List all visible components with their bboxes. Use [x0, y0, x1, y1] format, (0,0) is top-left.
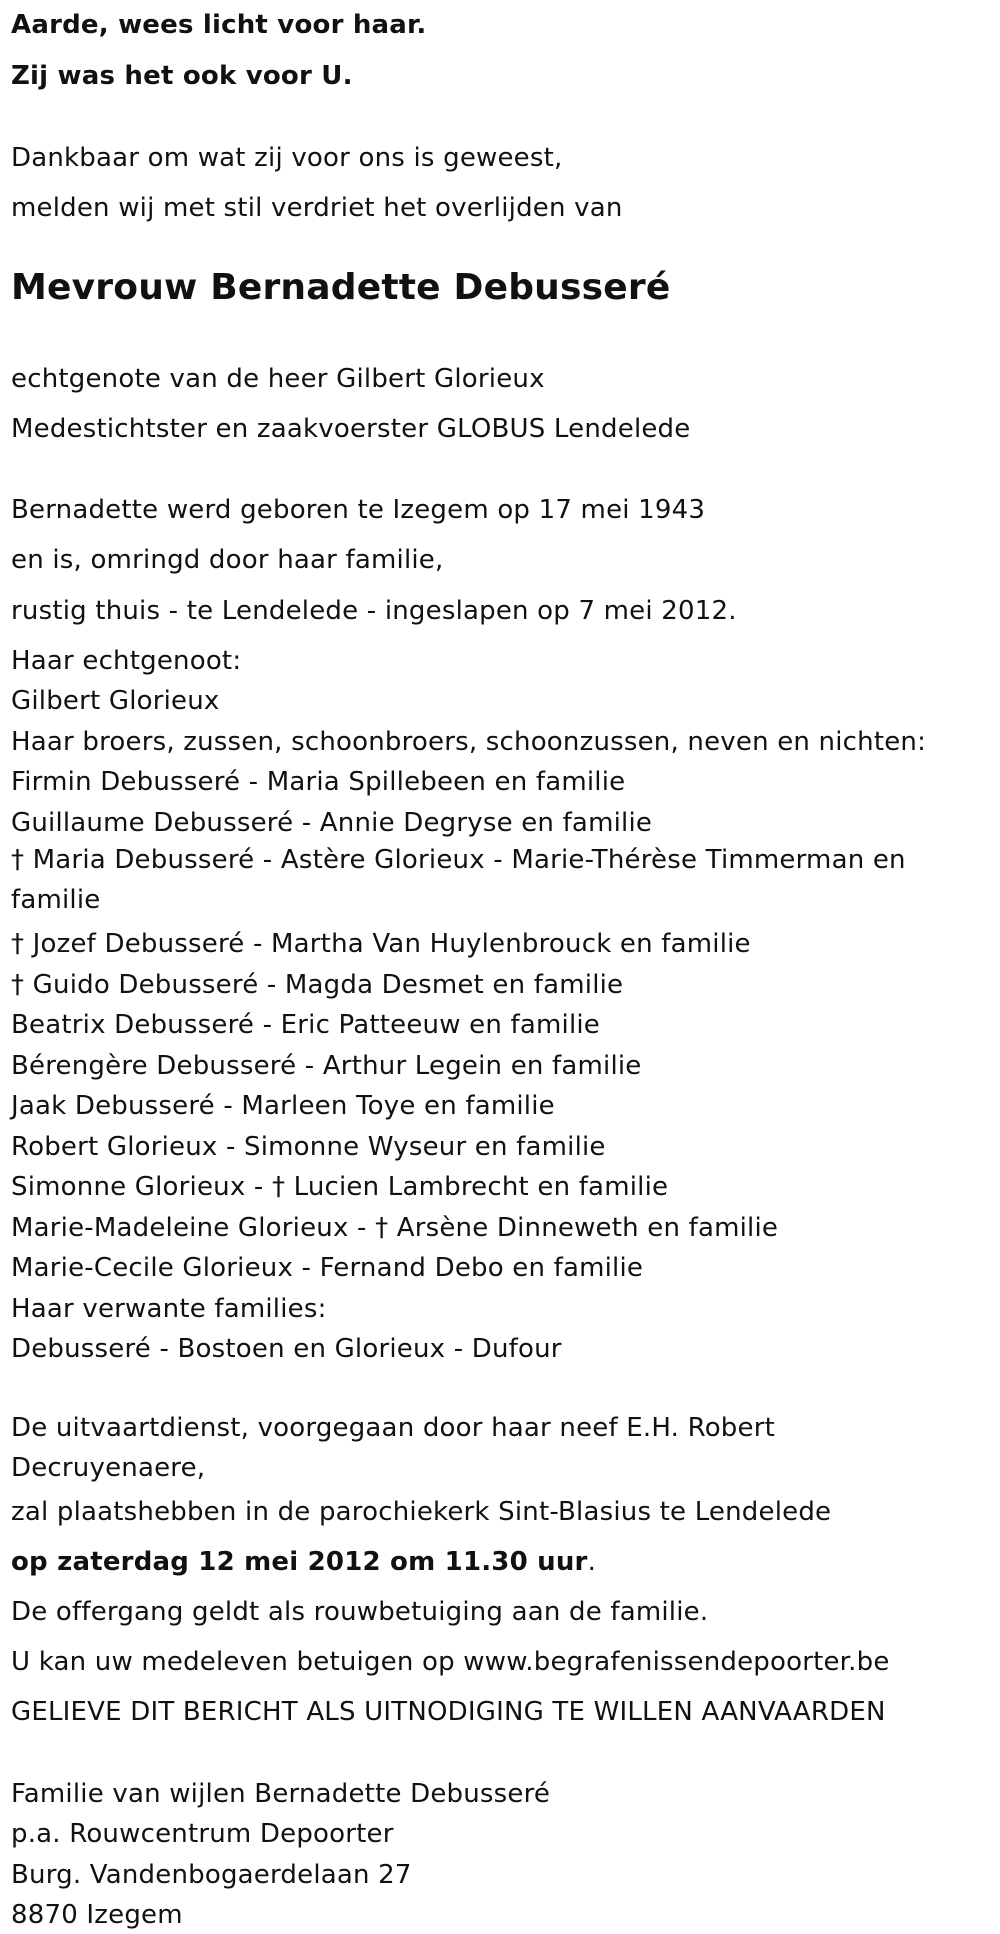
offering-line: De offergang geldt als rouwbetuiging aan de familie. [11, 1597, 709, 1627]
motto-line-2: Zij was het ook voor U. [11, 61, 353, 91]
service-line-1: De uitvaartdienst, voorgegaan door haar neef E.H. Robert Decruyenaere, [11, 1413, 775, 1483]
service-date-line [11, 1549, 596, 1575]
birth-line-3: rustig thuis - te Lendelede - ingeslapen op 7 mei 2012. [11, 596, 737, 626]
service-line-2: zal plaatshebben in de parochiekerk Sint-Blasius te Lendelede [11, 1497, 832, 1527]
invitation-line: GELIEVE DIT BERICHT ALS UITNODIGING TE WILLEN AANVAARDEN [11, 1697, 886, 1727]
birth-line-1: Bernadette werd geboren te Izegem op 17 mei 1943 [11, 495, 706, 525]
sibling-item: Marie-Cecile Glorieux - Fernand Debo en familie [11, 1253, 644, 1283]
sibling-item: Bérengère Debusseré - Arthur Legein en familie [11, 1051, 642, 1081]
birth-line-2: en is, omringd door haar familie, [11, 545, 444, 575]
intro-line-2: melden wij met stil verdriet het overlijden van [11, 193, 623, 223]
deceased-name: Mevrouw Bernadette Debusseré [11, 267, 671, 308]
sibling-item: † Jozef Debusseré - Martha Van Huylenbrouck en familie [11, 929, 751, 959]
business-line: Medestichtster en zaakvoerster GLOBUS Lendelede [11, 414, 691, 444]
condolence-line: U kan uw medeleven betuigen op www.begrafenissendepoorter.be [11, 1647, 890, 1677]
address-line-2: p.a. Rouwcentrum Depoorter [11, 1819, 394, 1849]
motto-line-1: Aarde, wees licht voor haar. [11, 10, 427, 40]
sibling-item: † Guido Debusseré - Magda Desmet en familie [11, 970, 624, 1000]
intro-line-1: Dankbaar om wat zij voor ons is geweest, [11, 143, 563, 173]
sibling-item: Marie-Madeleine Glorieux - † Arsène Dinneweth en familie [11, 1213, 779, 1243]
spouse-name: Gilbert Glorieux [11, 686, 220, 716]
sibling-item: Firmin Debusseré - Maria Spillebeen en familie [11, 767, 626, 797]
sibling-item: Jaak Debusseré - Marleen Toye en familie [11, 1091, 555, 1121]
service-date: op zaterdag 12 mei 2012 om 11.30 uur [11, 1547, 588, 1577]
related-heading: Haar verwante families: [11, 1294, 327, 1324]
sibling-item: Robert Glorieux - Simonne Wyseur en familie [11, 1132, 606, 1162]
spouse-heading: Haar echtgenoot: [11, 646, 242, 676]
spouse-line: echtgenote van de heer Gilbert Glorieux [11, 364, 545, 394]
service-date-suffix: . [587, 1547, 597, 1577]
address-line-3: Burg. Vandenbogaerdelaan 27 [11, 1860, 412, 1890]
address-line-4: 8870 Izegem [11, 1900, 183, 1930]
related-families: Debusseré - Bostoen en Glorieux - Dufour [11, 1334, 562, 1364]
sibling-item: † Maria Debusseré - Astère Glorieux - Marie-Thérèse Timmerman en familie [11, 845, 906, 915]
siblings-heading: Haar broers, zussen, schoonbroers, schoonzussen, neven en nichten: [11, 727, 927, 757]
sibling-item: Simonne Glorieux - † Lucien Lambrecht en familie [11, 1172, 669, 1202]
sibling-item: Beatrix Debusseré - Eric Patteeuw en familie [11, 1010, 600, 1040]
address-line-1: Familie van wijlen Bernadette Debusseré [11, 1779, 551, 1809]
sibling-item: Guillaume Debusseré - Annie Degryse en familie [11, 808, 653, 838]
